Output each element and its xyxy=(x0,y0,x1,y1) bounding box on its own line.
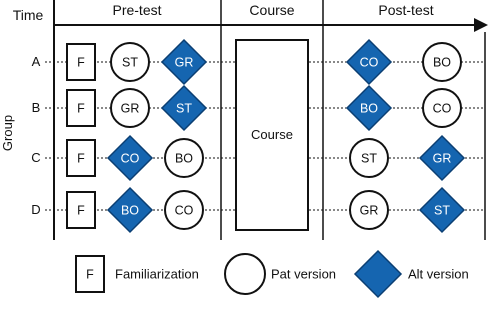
diamond-label: CO xyxy=(359,55,379,70)
square-label: F xyxy=(77,101,85,116)
square-label: F xyxy=(77,55,85,70)
diamond-label: GR xyxy=(432,151,452,166)
diamond-label: CO xyxy=(120,151,140,166)
diamond-label: BO xyxy=(359,101,379,116)
circle-label: CO xyxy=(174,203,194,218)
square-label: F xyxy=(77,151,85,166)
diamond-label: GR xyxy=(174,55,194,70)
circle-label: BO xyxy=(432,55,452,70)
legend-diamond-icon xyxy=(355,251,401,297)
group-label: C xyxy=(31,150,41,165)
group-label: B xyxy=(31,100,41,115)
group-axis-label: Group xyxy=(0,114,15,152)
posttest-header: Post-test xyxy=(378,2,434,18)
group-label: A xyxy=(31,54,41,69)
circle-label: ST xyxy=(122,55,138,70)
circle-label: CO xyxy=(432,101,452,116)
square-label: F xyxy=(77,203,85,218)
legend-alt-version-label: Alt version xyxy=(408,266,469,282)
pretest-header: Pre-test xyxy=(112,2,162,18)
legend-square-letter: F xyxy=(86,267,94,282)
legend-circle-icon xyxy=(225,254,265,294)
group-label: D xyxy=(31,202,41,217)
diamond-label: ST xyxy=(176,101,192,116)
circle-label: ST xyxy=(361,151,377,166)
circle-label: GR xyxy=(359,203,379,218)
time-arrow-head xyxy=(474,18,488,32)
legend xyxy=(76,251,469,297)
diamond-label: BO xyxy=(120,203,140,218)
circle-label: BO xyxy=(174,151,194,166)
course-header: Course xyxy=(249,2,295,18)
circle-label: GR xyxy=(120,101,140,116)
legend-familiarization-label: Familiarization xyxy=(115,266,199,282)
time-label: Time xyxy=(12,7,44,23)
legend-pat-version-label: Pat version xyxy=(271,266,337,282)
course-box-label: Course xyxy=(251,127,293,142)
diamond-label: ST xyxy=(434,203,450,218)
